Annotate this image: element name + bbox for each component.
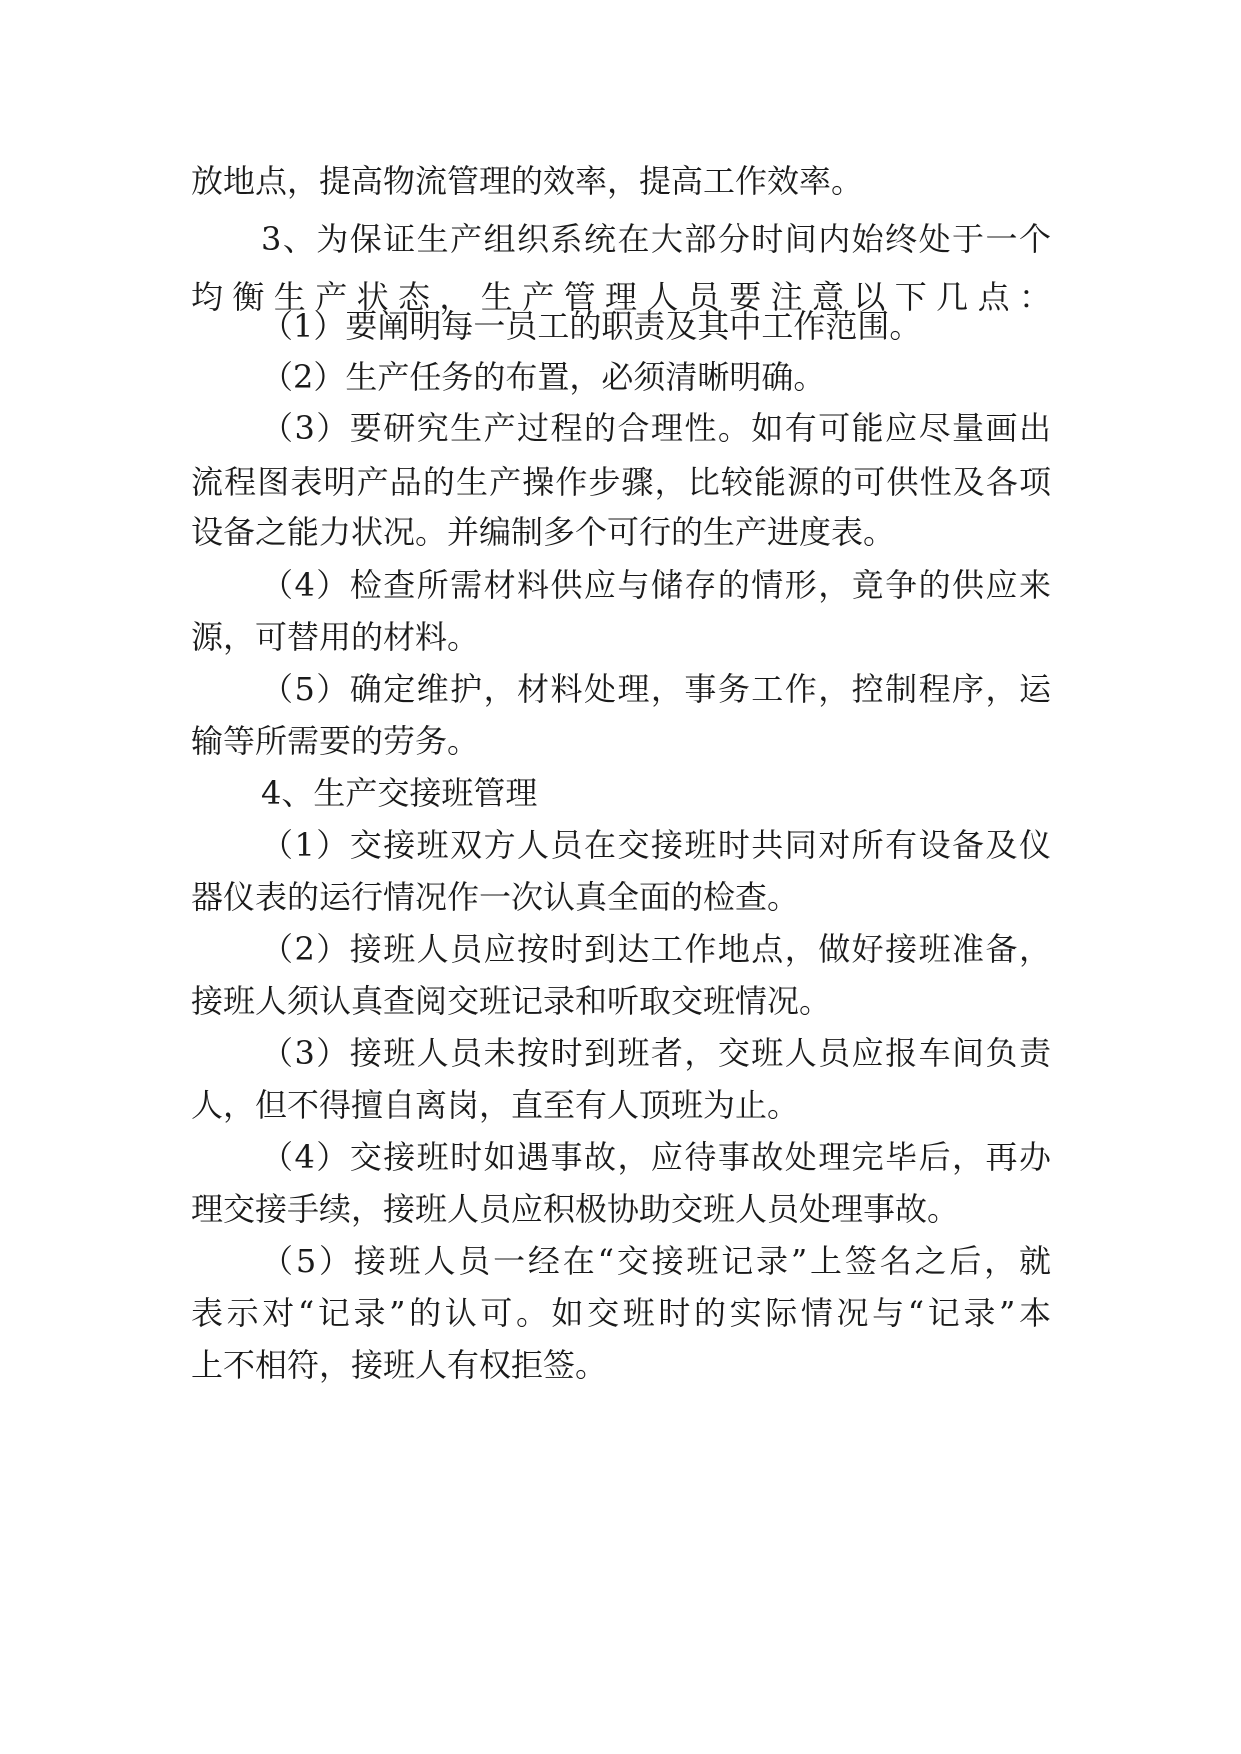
body-text-line: 人，但不得擅自离岗，直至有人顶班为止。 [191, 1086, 800, 1124]
list-item: （5）确定维护，材料处理，事务工作，控制程序，运 [261, 670, 1051, 708]
body-text-line: 表示对“记录”的认可。如交班时的实际情况与“记录”本 [191, 1294, 1051, 1332]
list-item: （1）要阐明每一员工的职责及其中工作范围。 [261, 307, 922, 345]
body-text-line: 放地点，提高物流管理的效率，提高工作效率。 [191, 162, 864, 200]
list-item: （5）接班人员一经在“交接班记录”上签名之后，就 [261, 1242, 1051, 1280]
body-text-line: 上不相符，接班人有权拒签。 [191, 1346, 608, 1384]
body-text-line: 输等所需要的劳务。 [191, 722, 480, 760]
list-item: （3）要研究生产过程的合理性。如有可能应尽量画出 [261, 409, 1051, 447]
list-item: （4）检查所需材料供应与储存的情形，竟争的供应来 [261, 566, 1051, 604]
list-item: （2）接班人员应按时到达工作地点，做好接班准备， [261, 930, 1051, 968]
list-item: （3）接班人员未按时到班者，交班人员应报车间负责 [261, 1034, 1051, 1072]
body-text-line: 接班人须认真查阅交班记录和听取交班情况。 [191, 982, 832, 1020]
body-text-line: 设备之能力状况。并编制多个可行的生产进度表。 [191, 513, 896, 551]
list-item: （2）生产任务的布置，必须清晰明确。 [261, 358, 826, 396]
body-text-line: 流程图表明产品的生产操作步骤，比较能源的可供性及各项 [191, 463, 1051, 501]
body-text-line: 均衡生产状态，生产管理人员要注意以下几点： [191, 278, 1051, 316]
body-text-line: 器仪表的运行情况作一次认真全面的检查。 [191, 878, 800, 916]
list-item: （4）交接班时如遇事故，应待事故处理完毕后，再办 [261, 1138, 1051, 1176]
body-text-line: 理交接手续，接班人员应积极协助交班人员处理事故。 [191, 1190, 960, 1228]
section-heading: 3、为保证生产组织系统在大部分时间内始终处于一个 [261, 220, 1051, 258]
section-heading: 4、生产交接班管理 [261, 774, 538, 812]
list-item: （1）交接班双方人员在交接班时共同对所有设备及仪 [261, 826, 1051, 864]
body-text-line: 源，可替用的材料。 [191, 618, 480, 656]
